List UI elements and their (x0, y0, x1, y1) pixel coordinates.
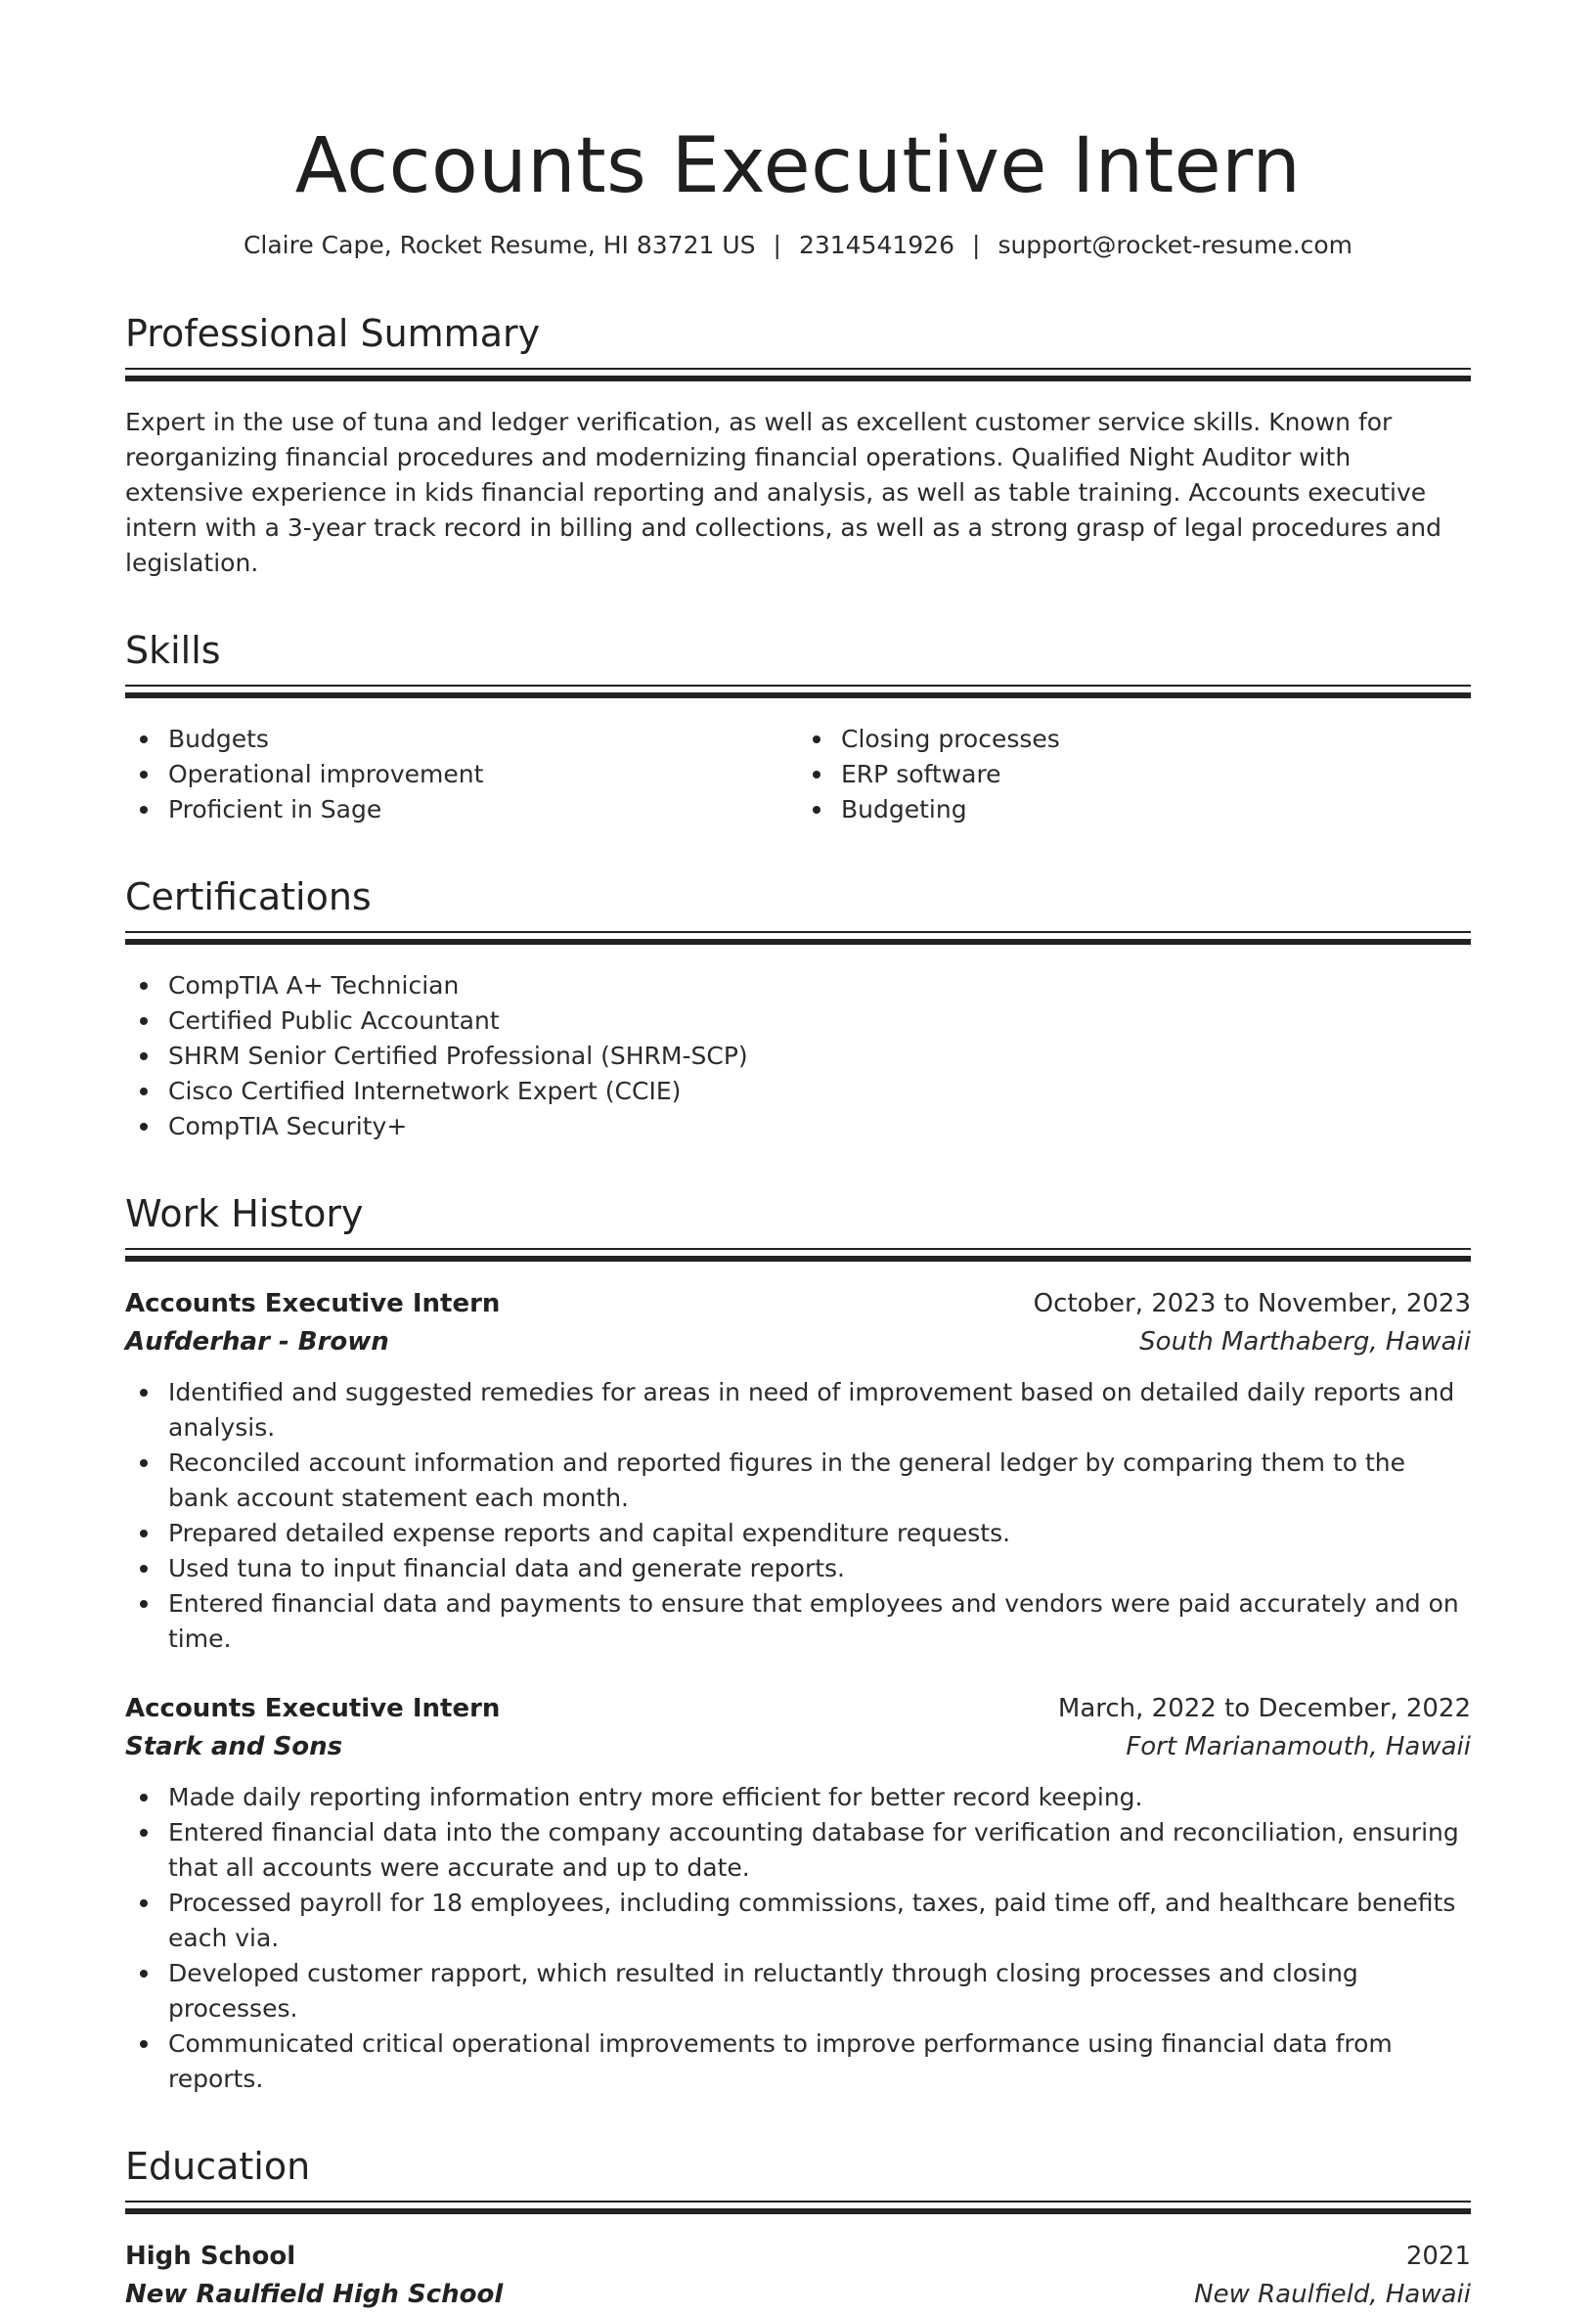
work-history-section (125, 1191, 1471, 2097)
job-company: Aufderhar - Brown (125, 1327, 389, 1357)
skill-item: Proficient in Sage (125, 792, 798, 827)
job-bullets (125, 1780, 1471, 2097)
job-entry (125, 1285, 1471, 1657)
education-degree: High School (125, 2242, 296, 2271)
job-bullet: Made daily reporting information entry more efficient for better record keeping. (125, 1780, 1471, 1815)
skill-item: ERP software (798, 757, 1471, 792)
job-location: Fort Marianamouth, Hawaii (1126, 1732, 1471, 1761)
job-company: Stark and Sons (125, 1732, 343, 1761)
section-heading-work-history: Work History (125, 1192, 364, 1235)
certifications-section (125, 874, 1471, 1144)
job-bullet: Used tuna to input financial data and generate reports. (125, 1551, 1471, 1586)
summary-section (125, 311, 1471, 581)
skill-item: Operational improvement (125, 757, 798, 792)
job-dates: March, 2022 to December, 2022 (1057, 1694, 1471, 1723)
skills-section (125, 628, 1471, 827)
job-title: Accounts Executive Intern (125, 1694, 501, 1723)
resume-title: Accounts Executive Intern (294, 122, 1302, 210)
certification-item: CompTIA A+ Technician (125, 968, 1471, 1003)
section-heading-education: Education (125, 2145, 311, 2188)
job-bullets (125, 1375, 1471, 1657)
section-heading-summary: Professional Summary (125, 312, 541, 355)
job-entry (125, 1690, 1471, 2097)
section-divider (125, 368, 1471, 383)
education-school: New Raulfield High School (125, 2280, 504, 2309)
contact-address: Claire Cape, Rocket Resume, HI 83721 US (243, 231, 756, 259)
job-bullet: Reconciled account information and reported figures in the general ledger by comparing them to the bank account statement each month. (125, 1446, 1471, 1516)
contact-phone: 2314541926 (798, 231, 954, 259)
certification-item: Cisco Certified Internetwork Expert (CCIE) (125, 1074, 1471, 1109)
section-heading-certifications: Certifications (125, 875, 372, 918)
skills-list-right (798, 722, 1471, 827)
job-bullet: Identified and suggested remedies for areas in need of improvement based on detailed daily reports and analysis. (125, 1375, 1471, 1446)
skills-grid (125, 722, 1471, 827)
job-bullet: Developed customer rapport, which resulted in reluctantly through closing processes and closing processes. (125, 1956, 1471, 2026)
certification-item: Certified Public Accountant (125, 1003, 1471, 1039)
certification-item: CompTIA Security+ (125, 1109, 1471, 1144)
contact-separator: | (773, 231, 781, 259)
section-divider (125, 931, 1471, 947)
summary-text: Expert in the use of tuna and ledger verification, as well as excellent customer service skills. Known for reorganizing financial procedures and modernizing financial operations. Qualified Night Auditor with extensive experience in kids financial reporting and analysis, as well as table training. Accounts executive intern with a 3-year track record in billing and collections, as well as a strong grasp of legal procedures and legislation. (125, 408, 1441, 577)
job-bullet: Entered financial data and payments to ensure that employees and vendors were paid accurately and on time. (125, 1586, 1471, 1657)
contact-separator: | (972, 231, 981, 259)
section-heading-skills: Skills (125, 629, 221, 672)
certifications-list (125, 968, 1471, 1144)
skill-item: Budgets (125, 722, 798, 757)
job-bullet: Processed payroll for 18 employees, including commissions, taxes, paid time off, and healthcare benefits each via. (125, 1886, 1471, 1956)
job-title: Accounts Executive Intern (125, 1289, 501, 1318)
skill-item: Closing processes (798, 722, 1471, 757)
education-location: New Raulfield, Hawaii (1194, 2280, 1471, 2309)
section-divider (125, 685, 1471, 700)
education-year: 2021 (1405, 2242, 1471, 2271)
skills-list-left (125, 722, 798, 827)
contact-line (125, 229, 1471, 262)
job-dates: October, 2023 to November, 2023 (1033, 1289, 1471, 1318)
certification-item: SHRM Senior Certified Professional (SHRM-SCP) (125, 1039, 1471, 1074)
education-section (125, 2144, 1471, 2314)
job-bullet: Prepared detailed expense reports and capital expenditure requests. (125, 1516, 1471, 1551)
section-divider (125, 2201, 1471, 2216)
job-location: South Marthaberg, Hawaii (1139, 1327, 1471, 1357)
section-divider (125, 1248, 1471, 1264)
job-bullet: Entered financial data into the company accounting database for verification and reconciliation, ensuring that all accounts were accurate and up to date. (125, 1815, 1471, 1886)
skill-item: Budgeting (798, 792, 1471, 827)
job-bullet: Communicated critical operational improvements to improve performance using financial data from reports. (125, 2026, 1471, 2097)
contact-email: support@rocket-resume.com (998, 231, 1353, 259)
